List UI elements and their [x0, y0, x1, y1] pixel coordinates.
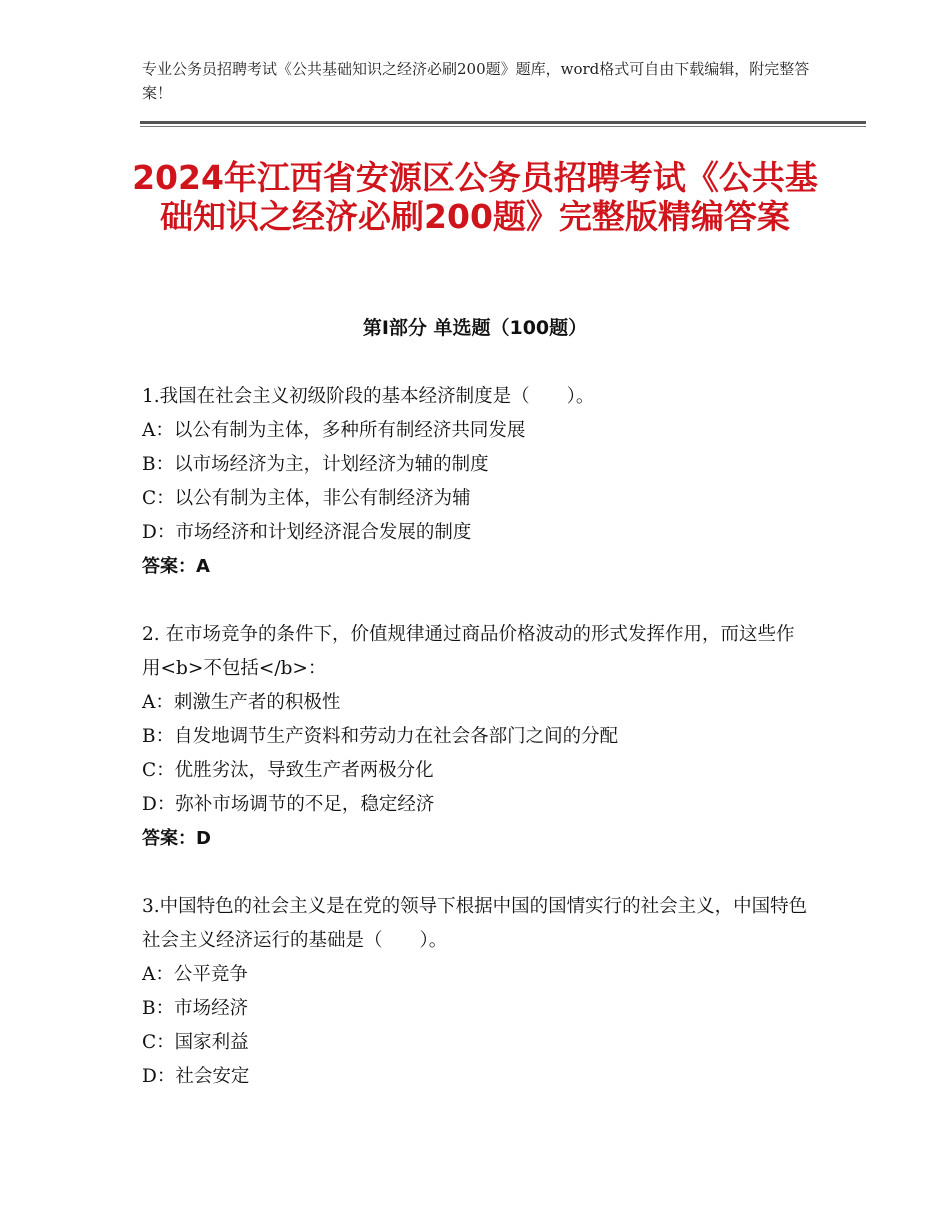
option-d: D：社会安定 — [142, 1066, 250, 1087]
section-title: 第I部分 单选题（100题） — [362, 317, 588, 339]
option-d: D：市场经济和计划经济混合发展的制度 — [142, 522, 472, 543]
option-b: B：自发地调节生产资料和劳动力在社会各部门之间的分配 — [142, 726, 619, 747]
question-stem: 1.我国在社会主义初级阶段的基本经济制度是（ ）。 — [142, 386, 595, 407]
option-c: C：国家利益 — [142, 1032, 249, 1053]
header-divider-thin — [140, 126, 866, 127]
option-a: A：刺激生产者的积极性 — [142, 692, 341, 713]
answer-line: 答案：A — [142, 556, 210, 577]
question-1 — [142, 380, 812, 584]
option-a: A：公平竞争 — [142, 964, 248, 985]
option-a: A：以公有制为主体，多种所有制经济共同发展 — [142, 420, 526, 441]
question-stem: 3.中国特色的社会主义是在党的领导下根据中国的国情实行的社会主义，中国特色社会主义经济运行的基础是（ ）。 — [142, 896, 808, 951]
header-note: 专业公务员招聘考试《公共基础知识之经济必刷200题》题库，word格式可自由下载编辑，附完整答案！ — [142, 60, 810, 102]
option-c: C：以公有制为主体，非公有制经济为辅 — [142, 488, 471, 509]
option-d: D：弥补市场调节的不足，稳定经济 — [142, 794, 435, 815]
option-b: B：以市场经济为主，计划经济为辅的制度 — [142, 454, 489, 475]
header-divider — [140, 121, 866, 127]
question-3 — [142, 890, 812, 1094]
header-divider-thick — [140, 121, 866, 124]
question-list — [142, 380, 812, 1094]
question-stem: 2. 在市场竞争的条件下，价值规律通过商品价格波动的形式发挥作用，而这些作用<b>不包括</b>： — [142, 624, 795, 679]
answer-line: 答案：D — [142, 828, 211, 849]
document-title: 2024年江西省安源区公务员招聘考试《公共基础知识之经济必刷200题》完整版精编答案 — [132, 158, 818, 236]
question-2 — [142, 618, 812, 856]
option-c: C：优胜劣汰，导致生产者两极分化 — [142, 760, 434, 781]
option-b: B：市场经济 — [142, 998, 249, 1019]
